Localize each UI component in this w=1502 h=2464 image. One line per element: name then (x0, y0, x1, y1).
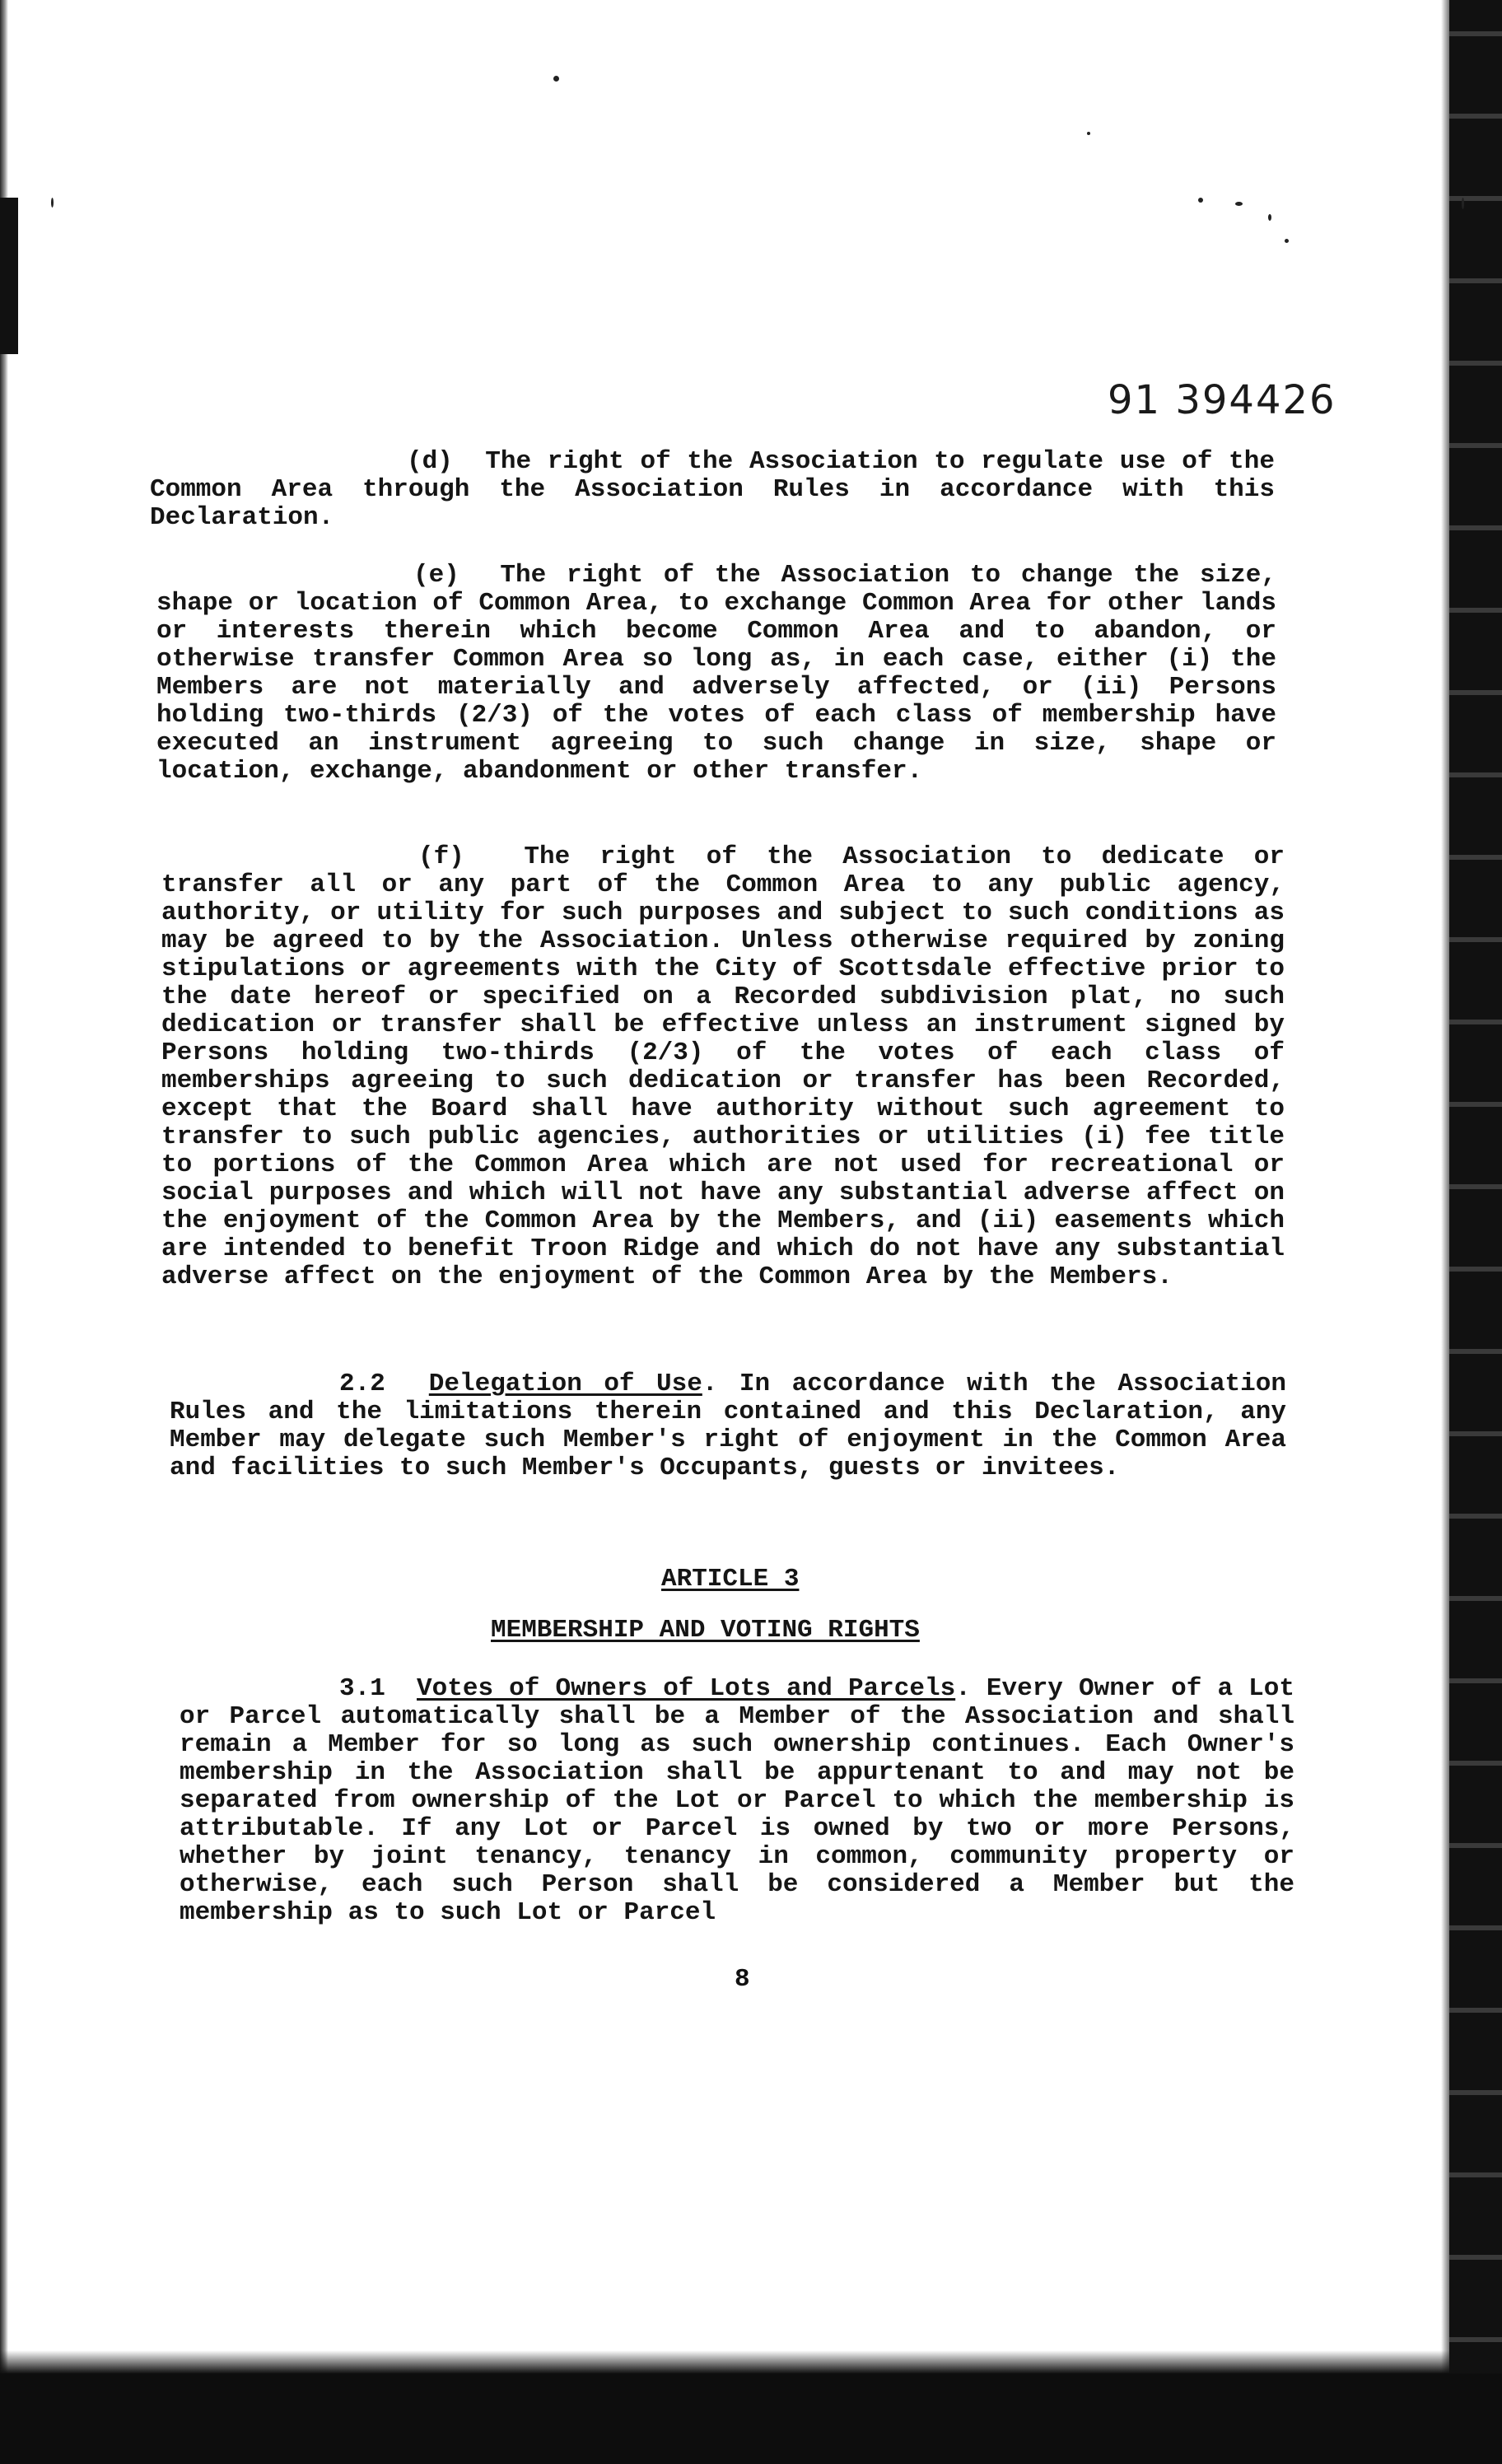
scan-speck (1462, 198, 1464, 209)
paragraph-e-label: (e) (413, 561, 459, 590)
scan-speck (1268, 214, 1271, 221)
paragraph-f-text: The right of the Association to dedicate or transfer all or any part of the Common Area to any public agency, authority, or utility for such purposes and subject to such conditions as may be agreed to by the Association. Unless otherwise required by zoning stipulations or agreements with the City of Scottsdale effective prior to the date hereof or specified on a Recorded subdivision plat, no such dedication or transfer shall be effective unless an instrument signed by Persons holding two-thirds (2/3) of the votes of each class of memberships agreeing to such dedication or transfer has been Recorded, except that the Board shall have authority without such agreement to transfer to such public agencies, authorities or utilities (i) fee title to portions of the Common Area which are not used for recreational or social purposes and which will not have any substantial adverse affect on the enjoyment of the Common Area by the Members, and (ii) easements which are intended to benefit Troon Ridge and which do not have any substantial adverse affect on the enjoyment of the Common Area by the Members. (161, 842, 1285, 1291)
paragraph-e (156, 562, 1276, 786)
scan-speck (1087, 132, 1090, 135)
scan-edge-left-mark (0, 198, 18, 354)
paragraph-d-label: (d) (407, 447, 453, 476)
scan-edge-bottom (0, 2373, 1502, 2464)
section-3-1-number: 3.1 (339, 1674, 385, 1703)
paragraph-d-text: The right of the Association to regulate use of the Common Area through the Association Rules in accordance with this Declaration. (150, 447, 1275, 532)
section-2-2-text: . In accordance with the Association Rules and the limitations therein contained and this Declaration, any Member may delegate such Member's right of enjoyment in the Common Area and facilities to such Member's Occupants, guests or invitees. (170, 1370, 1286, 1482)
paragraph-d (150, 448, 1275, 532)
article-label: ARTICLE 3 (661, 1565, 800, 1594)
page-number: 8 (735, 1965, 750, 1994)
scan-speck (1198, 198, 1203, 203)
section-2-2-title: Delegation of Use (428, 1370, 702, 1398)
paragraph-f (161, 843, 1285, 1291)
scan-edge-bottom-fade (0, 2350, 1502, 2373)
scan-speck (1285, 239, 1289, 243)
article-title: MEMBERSHIP AND VOTING RIGHTS (491, 1616, 920, 1645)
section-3-1 (180, 1675, 1294, 1927)
scan-edge-left (0, 0, 8, 2464)
document-number: 91 394426 (1108, 377, 1336, 423)
scan-speck (553, 76, 559, 82)
section-3-1-text: . Every Owner of a Lot or Parcel automatically shall be a Member of the Association and shall remain a Member for so long as such ownership continues. Each Owner's membership in the Association shall be appurtenant to and may not be separated from ownership of the Lot or Parcel to which the membership is attributable. If any Lot or Parcel is owned by two or more Persons, whether by joint tenancy, tenancy in common, community property or otherwise, each such Person shall be considered a Member but the membership as to such Lot or Parcel (180, 1674, 1294, 1927)
scan-edge-right (1449, 0, 1502, 2464)
section-3-1-title: Votes of Owners of Lots and Parcels (417, 1674, 956, 1703)
section-2-2-number: 2.2 (339, 1370, 385, 1398)
scan-speck (1235, 202, 1243, 206)
paragraph-f-label: (f) (418, 842, 464, 871)
scan-speck (51, 198, 54, 208)
scan-edge-right-fade (1441, 0, 1449, 2464)
section-2-2 (170, 1370, 1286, 1482)
paragraph-e-text: The right of the Association to change the size, shape or location of Common Area, to exchange Common Area for other lands or interests therein which become Common Area and to abandon, or otherwise transfer Common Area so long as, in each case, either (i) the Members are not materially and adversely affected, or (ii) Persons holding two-thirds (2/3) of the votes of each class of membership have executed an instrument agreeing to such change in size, shape or location, exchange, abandonment or other transfer. (156, 561, 1276, 786)
